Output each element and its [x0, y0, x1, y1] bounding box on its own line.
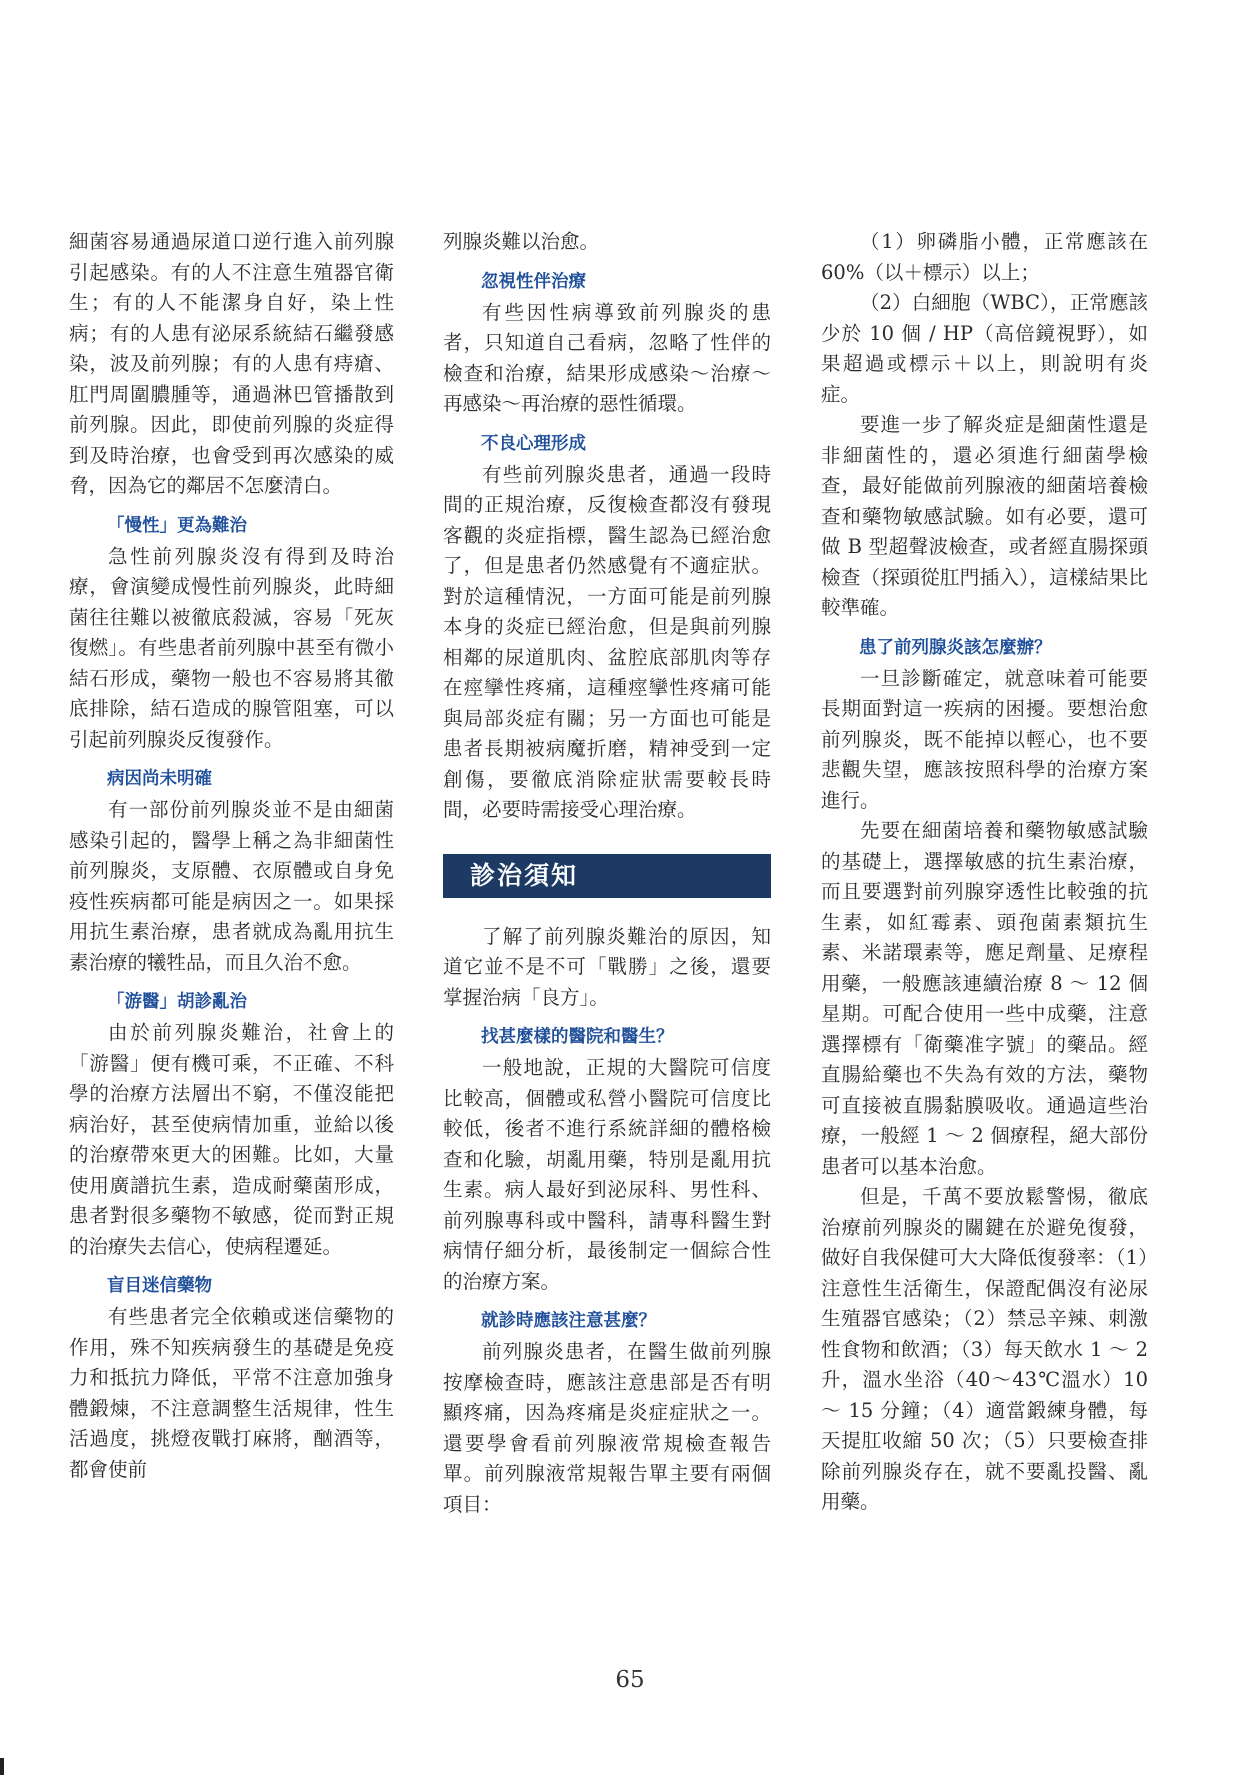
- scan-edge-mark: [0, 1758, 4, 1775]
- paragraph: 有一部份前列腺炎並不是由細菌感染引起的，醫學上稱之為非細菌性前列腺炎，支原體、衣原體或自身免疫性疾病都可能是病因之一。如果採用抗生素治療，患者就成為亂用抗生素治療的犧牲品，而且久治不愈。: [69, 798, 394, 974]
- paragraph: 一旦診斷確定，就意味着可能要長期面對這一疾病的困擾。要想治愈前列腺炎，既不能掉以輕心，也不要悲觀失望，應該按照科學的治療方案進行。: [821, 666, 1148, 812]
- subheading-drug-reliance: 盲目迷信藥物: [107, 1276, 212, 1296]
- paragraph: （1）卵磷脂小體，正常應該在 60%（以＋標示）以上；: [821, 230, 1148, 284]
- column-2: [443, 227, 771, 1520]
- subheading-consultation: 就診時應該注意甚麼？: [481, 1311, 656, 1331]
- subheading-partner-treatment: 忽視性伴治療: [481, 271, 586, 292]
- paragraph: 細菌容易通過尿道口逆行進入前列腺引起感染。有的人不注意生殖器官衛生；有的人不能潔身自好，染上性病；有的人患有泌尿系統結石繼發感染，波及前列腺；有的人患有痔瘡、肛門周圍膿腫等，通過淋巴管播散到前列腺。因此，即使前列腺的炎症得到及時治療，也會受到再次感染的威脅，因為它的鄰居不怎麼清白。: [69, 230, 394, 497]
- paragraph: 先要在細菌培養和藥物敏感試驗的基礎上，選擇敏感的抗生素治療，而且要選對前列腺穿透性比較強的抗生素，如紅霉素、頭孢菌素類抗生素、米諾環素等，應足劑量、足療程用藥，一般應該連續治療 8 ～ 12 個星期。可配合使用一些中成藥，注意選擇標有「衛藥准字號」的藥品。經直腸給藥也不失為有效的方法，藥物可直接被直腸黏膜吸收。通過這些治療，一般經 1 ～ 2 個療程，絕大部份患者可以基本治愈。: [821, 819, 1148, 1178]
- paragraph: 要進一步了解炎症是細菌性還是非細菌性的，還必須進行細菌學檢查，最好能做前列腺液的細菌培養檢查和藥物敏感試驗。如有必要，還可做 B 型超聲波檢查，或者經直腸探頭檢查（探頭從肛門插入），這樣結果比較準確。: [821, 413, 1148, 619]
- subheading-choose-hospital: 找甚麼樣的醫院和醫生？: [481, 1027, 674, 1047]
- subheading-quack-doctors: 「游醫」胡診亂治: [107, 992, 247, 1012]
- paragraph: 前列腺炎患者，在醫生做前列腺按摩檢查時，應該注意患部是否有明顯疼痛，因為疼痛是炎症症狀之一。還要學會看前列腺液常規檢查報告單。前列腺液常規報告單主要有兩個項目：: [443, 1340, 771, 1516]
- paragraph: 有些前列腺炎患者，通過一段時間的正規治療，反復檢查都沒有發現客觀的炎症指標，醫生認為已經治愈了，但是患者仍然感覺有不適症狀。對於這種情況，一方面可能是前列腺本身的炎症已經治愈，但是與前列腺相鄰的尿道肌肉、盆腔底部肌肉等存在痙攣性疼痛，這種痙攣性疼痛可能與局部炎症有關；另一方面也可能是患者長期被病魔折磨，精神受到一定創傷，要徹底消除症狀需要較長時間，必要時需接受心理治療。: [443, 462, 771, 821]
- column-1: [69, 227, 394, 1485]
- paragraph: 一般地說，正規的大醫院可信度比較高，個體或私營小醫院可信度比較低，後者不進行系統詳細的體格檢查和化驗，胡亂用藥，特別是亂用抗生素。病人最好到泌尿科、男性科、前列腺專科或中醫科，請專科醫生對病情仔細分析，最後制定一個綜合性的治療方案。: [443, 1056, 771, 1293]
- subheading-chronic: 「慢性」更為難治: [107, 515, 247, 536]
- section-banner: 診治須知: [443, 854, 771, 898]
- paragraph: 由於前列腺炎難治，社會上的「游醫」便有機可乘，不正確、不科學的治療方法層出不窮，不僅沒能把病治好，甚至使病情加重，並給以後的治療帶來更大的困難。比如，大量使用廣譜抗生素，造成耐藥菌形成，患者對很多藥物不敏感，從而對正規的治療失去信心，使病程遷延。: [69, 1021, 394, 1258]
- page-number: 65: [615, 1667, 645, 1693]
- paragraph: 急性前列腺炎沒有得到及時治療，會演變成慢性前列腺炎，此時細菌往往難以被徹底殺滅，容易「死灰復燃」。有些患者前列腺中甚至有微小結石形成，藥物一般也不容易將其徹底排除，結石造成的腺管阻塞，可以引起前列腺炎反復發作。: [69, 544, 394, 751]
- subheading-psychology: 不良心理形成: [481, 433, 586, 454]
- paragraph: 但是，千萬不要放鬆警惕，徹底治療前列腺炎的關鍵在於避免復發，做好自我保健可大大降低復發率：（1）注意性生活衛生，保證配偶沒有泌尿生殖器官感染；（2）禁忌辛辣、刺激性食物和飲酒；（3）每天飲水 1 ～ 2 升，溫水坐浴（40～43℃溫水）10 ～ 15 分鐘；（4）適當鍛練身體，每天提肛收縮 50 次；（5）只要檢查排除前列腺炎存在，就不要亂投醫、亂用藥。: [821, 1185, 1148, 1513]
- paragraph: 列腺炎難以治愈。: [443, 230, 600, 253]
- paragraph: 有些患者完全依賴或迷信藥物的作用，殊不知疾病發生的基礎是免疫力和抵抗力降低，平常不注意加強身體鍛煉，不注意調整生活規律，性生活過度，挑燈夜戰打麻將，酗酒等，都會使前: [69, 1305, 394, 1481]
- subheading-unclear-cause: 病因尚未明確: [107, 769, 212, 789]
- paragraph: 有些因性病導致前列腺炎的患者，只知道自己看病，忽略了性伴的檢查和治療，結果形成感染～治療～再感染～再治療的惡性循環。: [443, 300, 771, 415]
- paragraph: （2）白細胞（WBC），正常應該少於 10 個 / HP（高倍鏡視野），如果超過或標示＋以上，則說明有炎症。: [821, 291, 1148, 406]
- subheading-what-to-do: 患了前列腺炎該怎麼辦？: [859, 637, 1052, 658]
- column-3: [821, 227, 1148, 1518]
- paragraph: 了解了前列腺炎難治的原因，知道它並不是不可「戰勝」之後，還要掌握治病「良方」。: [443, 924, 771, 1009]
